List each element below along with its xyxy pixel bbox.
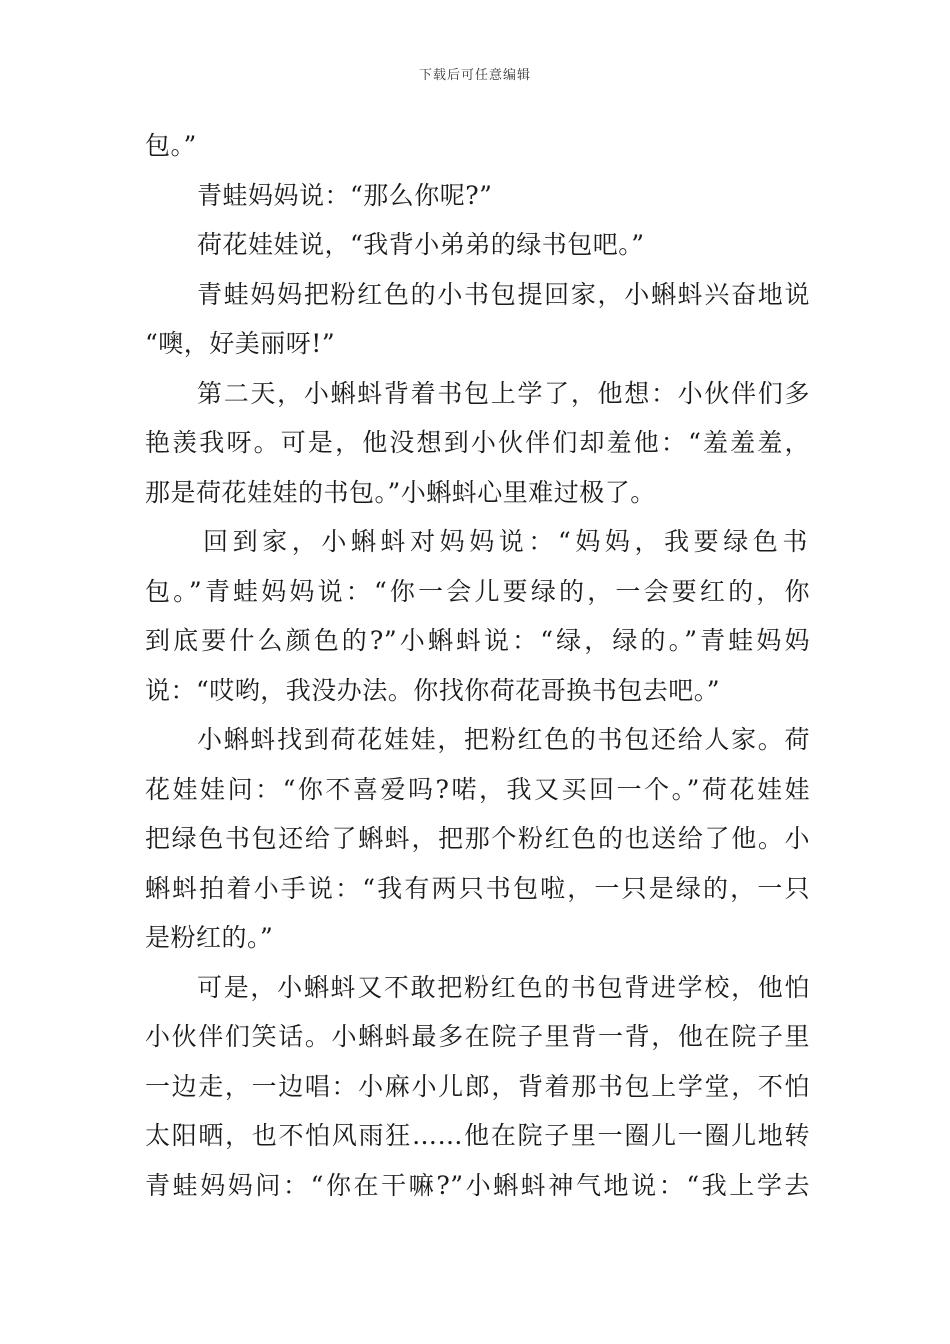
text-line: 青蛙妈妈问：“你在干嘛?”小蝌蚪神气地说：“我上学去 xyxy=(145,1170,810,1200)
page-header: 下载后可任意编辑 xyxy=(418,68,531,83)
text-line: 艳羡我呀。可是，他没想到小伙伴们却羞他：“羞羞羞， xyxy=(145,428,810,457)
text-line: 包。” xyxy=(145,131,197,160)
text-line: 包。”青蛙妈妈说：“你一会儿要绿的，一会要红的，你 xyxy=(145,576,810,606)
document-body xyxy=(145,121,810,1210)
text-line: 小蝌蚪找到荷花娃娃，把粉红色的书包还给人家。荷 xyxy=(197,725,810,754)
text-line: 太阳晒，也不怕风雨狂……他在院子里一圈儿一圈儿地转 xyxy=(145,1121,810,1150)
text-line: 那是荷花娃娃的书包。”小蝌蚪心里难过极了。 xyxy=(145,477,656,507)
text-line: 青蛙妈妈把粉红色的小书包提回家，小蝌蚪兴奋地说 xyxy=(197,279,810,309)
text-line: “噢，好美丽呀!” xyxy=(145,329,336,358)
text-line: 可是，小蝌蚪又不敢把粉红色的书包背进学校，他怕 xyxy=(197,972,810,1002)
text-line: 把绿色书包还给了蝌蚪，把那个粉红色的也送给了他。小 xyxy=(145,824,810,853)
text-line: 青蛙妈妈说：“那么你呢?” xyxy=(197,180,493,210)
text-line: 蝌蚪拍着小手说：“我有两只书包啦，一只是绿的，一只 xyxy=(145,873,810,903)
text-line: 是粉红的。” xyxy=(145,923,274,952)
text-line: 小伙伴们笑话。小蝌蚪最多在院子里背一背，他在院子里 xyxy=(145,1022,810,1051)
text-line: 第二天，小蝌蚪背着书包上学了，他想：小伙伴们多 xyxy=(197,378,810,408)
text-line: 回到家，小蝌蚪对妈妈说：“妈妈，我要绿色书 xyxy=(203,527,810,556)
text-line: 花娃娃问：“你不喜爱吗?喏，我又买回一个。”荷花娃娃 xyxy=(145,774,810,804)
text-line: 一边走，一边唱：小麻小儿郎，背着那书包上学堂，不怕 xyxy=(145,1071,810,1101)
text-line: 说：“哎哟，我没办法。你找你荷花哥换书包去吧。” xyxy=(145,675,721,705)
text-line: 到底要什么颜色的?”小蝌蚪说：“绿，绿的。”青蛙妈妈 xyxy=(145,626,810,655)
text-line: 荷花娃娃说，“我背小弟弟的绿书包吧。” xyxy=(197,230,645,259)
